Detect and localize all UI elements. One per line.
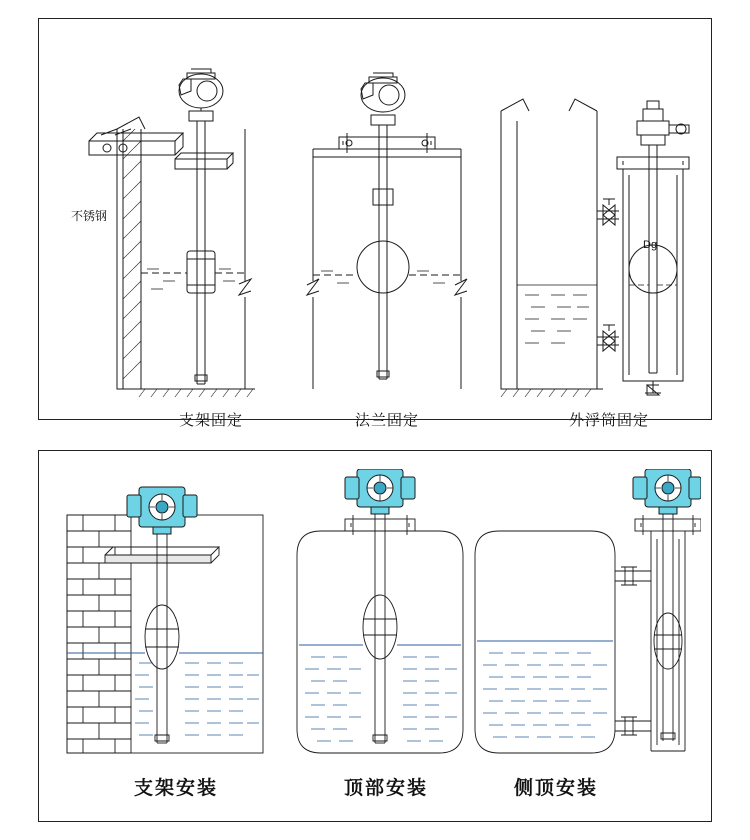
top-mount-drawing <box>287 469 477 759</box>
fig-side-top-mount <box>469 469 701 759</box>
caption-bracket-mount: 支架安装 <box>133 778 218 799</box>
standard-installation-panel <box>38 450 712 822</box>
explosion-proof-installation-panel <box>38 18 712 429</box>
caption-external-chamber-fixed: 外浮筒固定 <box>568 412 649 429</box>
external-chamber-drawing <box>477 29 697 399</box>
bracket-mount-drawing <box>61 469 273 759</box>
caption-flange-fixed: 法兰固定 <box>354 412 419 429</box>
caption-side-top-mount: 侧顶安装 <box>513 778 598 799</box>
caption-top-mount: 顶部安装 <box>343 778 428 799</box>
dg-label: Dg <box>643 239 658 251</box>
fig-bracket-mount <box>61 469 273 759</box>
stainless-steel-label: 不锈钢 <box>71 209 108 223</box>
caption-bracket-fixed: 支架固定 <box>178 412 243 429</box>
transmitter-head-3 <box>633 469 701 514</box>
fig-top-mount <box>287 469 477 759</box>
transmitter-head-1 <box>127 487 197 534</box>
transmitter-head-2 <box>345 469 415 514</box>
fig-flange-fixed <box>287 29 487 399</box>
side-top-mount-drawing <box>469 469 701 759</box>
fig-external-chamber-fixed <box>477 29 697 399</box>
flange-fixed-drawing <box>287 29 487 399</box>
fig-bracket-fixed <box>59 29 269 399</box>
